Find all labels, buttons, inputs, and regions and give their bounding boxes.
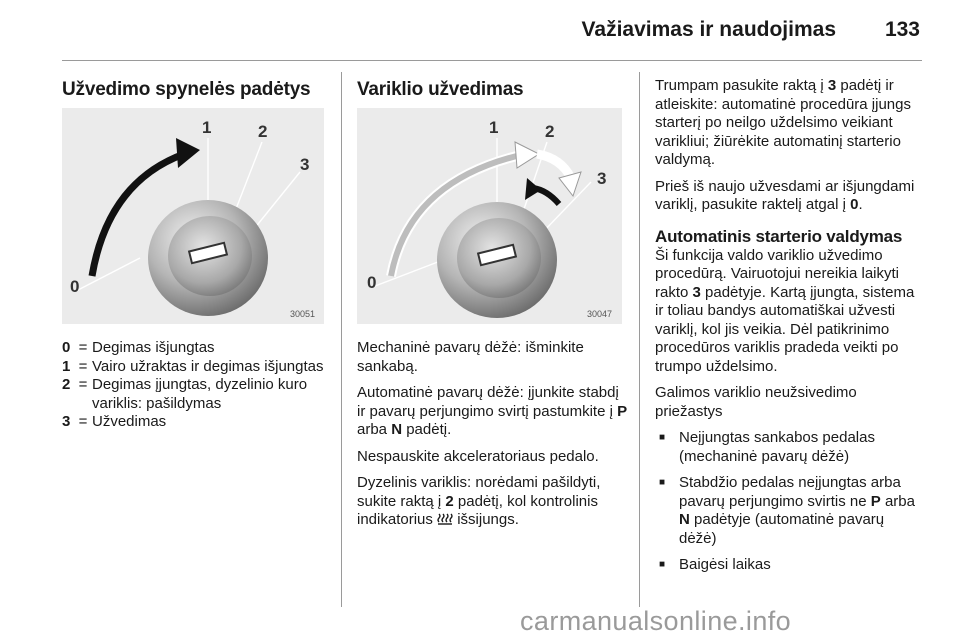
legend-num: 1 bbox=[62, 357, 71, 375]
paragraph-diesel bbox=[357, 474, 629, 530]
column-divider-left bbox=[341, 72, 342, 607]
text-run: išsijungs. bbox=[453, 511, 519, 528]
text-run: padėtyje. Kartą įjungta, sistema ir toliau bandys automatiškai užvesti variklį, kol jis veikia. Dėl patikrinimo procedūros variklis pradeda veikti po trumpo uždelsimo. bbox=[655, 283, 915, 375]
text-run: arba bbox=[880, 492, 915, 510]
glow-plug-icon bbox=[437, 512, 453, 525]
text-run: padėtį ir atleiskite: automatinė procedūra įjungs starterį po neilgo uždelsimo veikiant varikliui; žiūrėkite automatinį starterio valdymą. bbox=[655, 77, 911, 168]
figure-label-2: 2 bbox=[258, 122, 268, 141]
bullet-marker: ■ bbox=[659, 559, 666, 570]
text-run: Automatinė pavarų dėžė: įjunkite stabdį ir pavarų perjungimo svirtį pastumkite į bbox=[357, 384, 619, 420]
page-number: 133 bbox=[884, 18, 920, 41]
text-run: Stabdžio pedalas neįjungtas arba pavarų perjungimo svirtis ne bbox=[679, 474, 901, 510]
paragraph-accelerator: Nespauskite akceleratoriaus pedalo. bbox=[357, 447, 599, 465]
paragraph-manual-gearbox: Mechaninė pavarų dėžė: išminkite sankabą. bbox=[357, 339, 584, 375]
legend-text: Užvedimas bbox=[92, 413, 167, 430]
figure-label-0: 0 bbox=[367, 273, 377, 292]
ignition-legend bbox=[62, 339, 332, 432]
bullet-marker: ■ bbox=[659, 477, 666, 488]
figure-label-1: 1 bbox=[489, 118, 499, 137]
header-rule bbox=[62, 60, 922, 61]
text-run: Ši funkcija valdo variklio užvedimo procedūrą. Vairuotojui nereikia laikyti rakto bbox=[655, 246, 900, 301]
paragraph-automatic-gearbox bbox=[357, 384, 629, 440]
text-run: Prieš iš naujo užvesdami ar išjungdami variklį, pasukite raktelį atgal į bbox=[655, 177, 915, 213]
text-bold-3: 3 bbox=[827, 77, 837, 94]
legend-num: 3 bbox=[62, 413, 71, 430]
left-column bbox=[62, 79, 332, 101]
bullet-text bbox=[679, 474, 923, 548]
figure-label-1: 1 bbox=[202, 118, 212, 137]
paragraph-start-key bbox=[655, 77, 923, 170]
figure-label-3: 3 bbox=[300, 155, 310, 174]
middle-column-text bbox=[357, 339, 629, 538]
ignition-positions-figure bbox=[62, 108, 324, 324]
text-bold-0: 0 bbox=[850, 196, 859, 213]
middle-section-title: Variklio užvedimas bbox=[357, 79, 524, 100]
text-bold-p: P bbox=[870, 492, 881, 510]
bullet-marker: ■ bbox=[659, 432, 666, 443]
legend-num: 2 bbox=[62, 376, 71, 393]
text-bold-n: N bbox=[679, 511, 690, 528]
legend-item: 3 = Užvedimas bbox=[62, 413, 332, 432]
legend-text: Degimas išjungtas bbox=[92, 339, 215, 356]
bullet-text: Baigėsi laikas bbox=[679, 556, 771, 573]
figure-label-0: 0 bbox=[70, 277, 80, 296]
list-item bbox=[655, 556, 923, 575]
legend-item: 2 = Degimas įjungtas, dyzelinio kuro variklis: pašildymas bbox=[62, 376, 332, 413]
text-bold-p: P bbox=[617, 402, 628, 420]
watermark: carmanualsonline.info bbox=[520, 606, 792, 636]
paragraph-auto-start bbox=[655, 247, 923, 377]
text-run: Dyzelinis variklis: norėdami pašildyti, sukite raktą į bbox=[357, 474, 601, 510]
middle-column-title bbox=[357, 79, 627, 101]
legend-num: 0 bbox=[62, 339, 71, 356]
paragraph-causes-heading: Galimos variklio neužsivedimo priežastys bbox=[655, 384, 857, 420]
figure-label-3: 3 bbox=[597, 169, 607, 188]
text-bold-3: 3 bbox=[692, 283, 701, 301]
text-run: . bbox=[858, 196, 863, 213]
header-title: Važiavimas ir naudojimas bbox=[581, 18, 836, 41]
figure-id: 30051 bbox=[290, 309, 316, 319]
text-run: padėtyje (automatinė pavarų dėžė) bbox=[679, 511, 885, 547]
left-section-title: Užvedimo spynelės padėtys bbox=[62, 79, 311, 100]
figure-id: 30047 bbox=[587, 309, 613, 319]
engine-start-illustration bbox=[357, 108, 622, 324]
text-run: arba bbox=[357, 421, 392, 438]
list-item bbox=[655, 474, 923, 548]
subsection-title: Automatinis starterio valdymas bbox=[655, 226, 903, 246]
text-bold-n: N bbox=[391, 421, 403, 438]
legend-item: 1 = Vairo užraktas ir degimas išjungtas bbox=[62, 358, 332, 377]
paragraph-restart bbox=[655, 178, 923, 215]
engine-start-figure bbox=[357, 108, 622, 324]
figure-label-2: 2 bbox=[545, 122, 555, 141]
legend-text: Vairo užraktas ir degimas išjungtas bbox=[92, 357, 324, 375]
text-run: padėtį. bbox=[402, 421, 452, 438]
text-run: Trumpam pasukite raktą į bbox=[655, 77, 828, 94]
legend-text: Degimas įjungtas, dyzelinio kuro variklis: pašildymas bbox=[92, 376, 308, 412]
text-bold-2: 2 bbox=[445, 492, 454, 510]
text-run: padėtį, kol kontrolinis indikatorius bbox=[357, 492, 598, 528]
right-column bbox=[655, 77, 923, 583]
legend-item: 0 = Degimas išjungtas bbox=[62, 339, 332, 358]
ignition-positions-illustration bbox=[62, 108, 324, 324]
bullet-text: Neįjungtas sankabos pedalas (mechaninė pavarų dėžė) bbox=[679, 429, 875, 465]
list-item bbox=[655, 429, 923, 466]
column-divider-right bbox=[639, 72, 640, 607]
